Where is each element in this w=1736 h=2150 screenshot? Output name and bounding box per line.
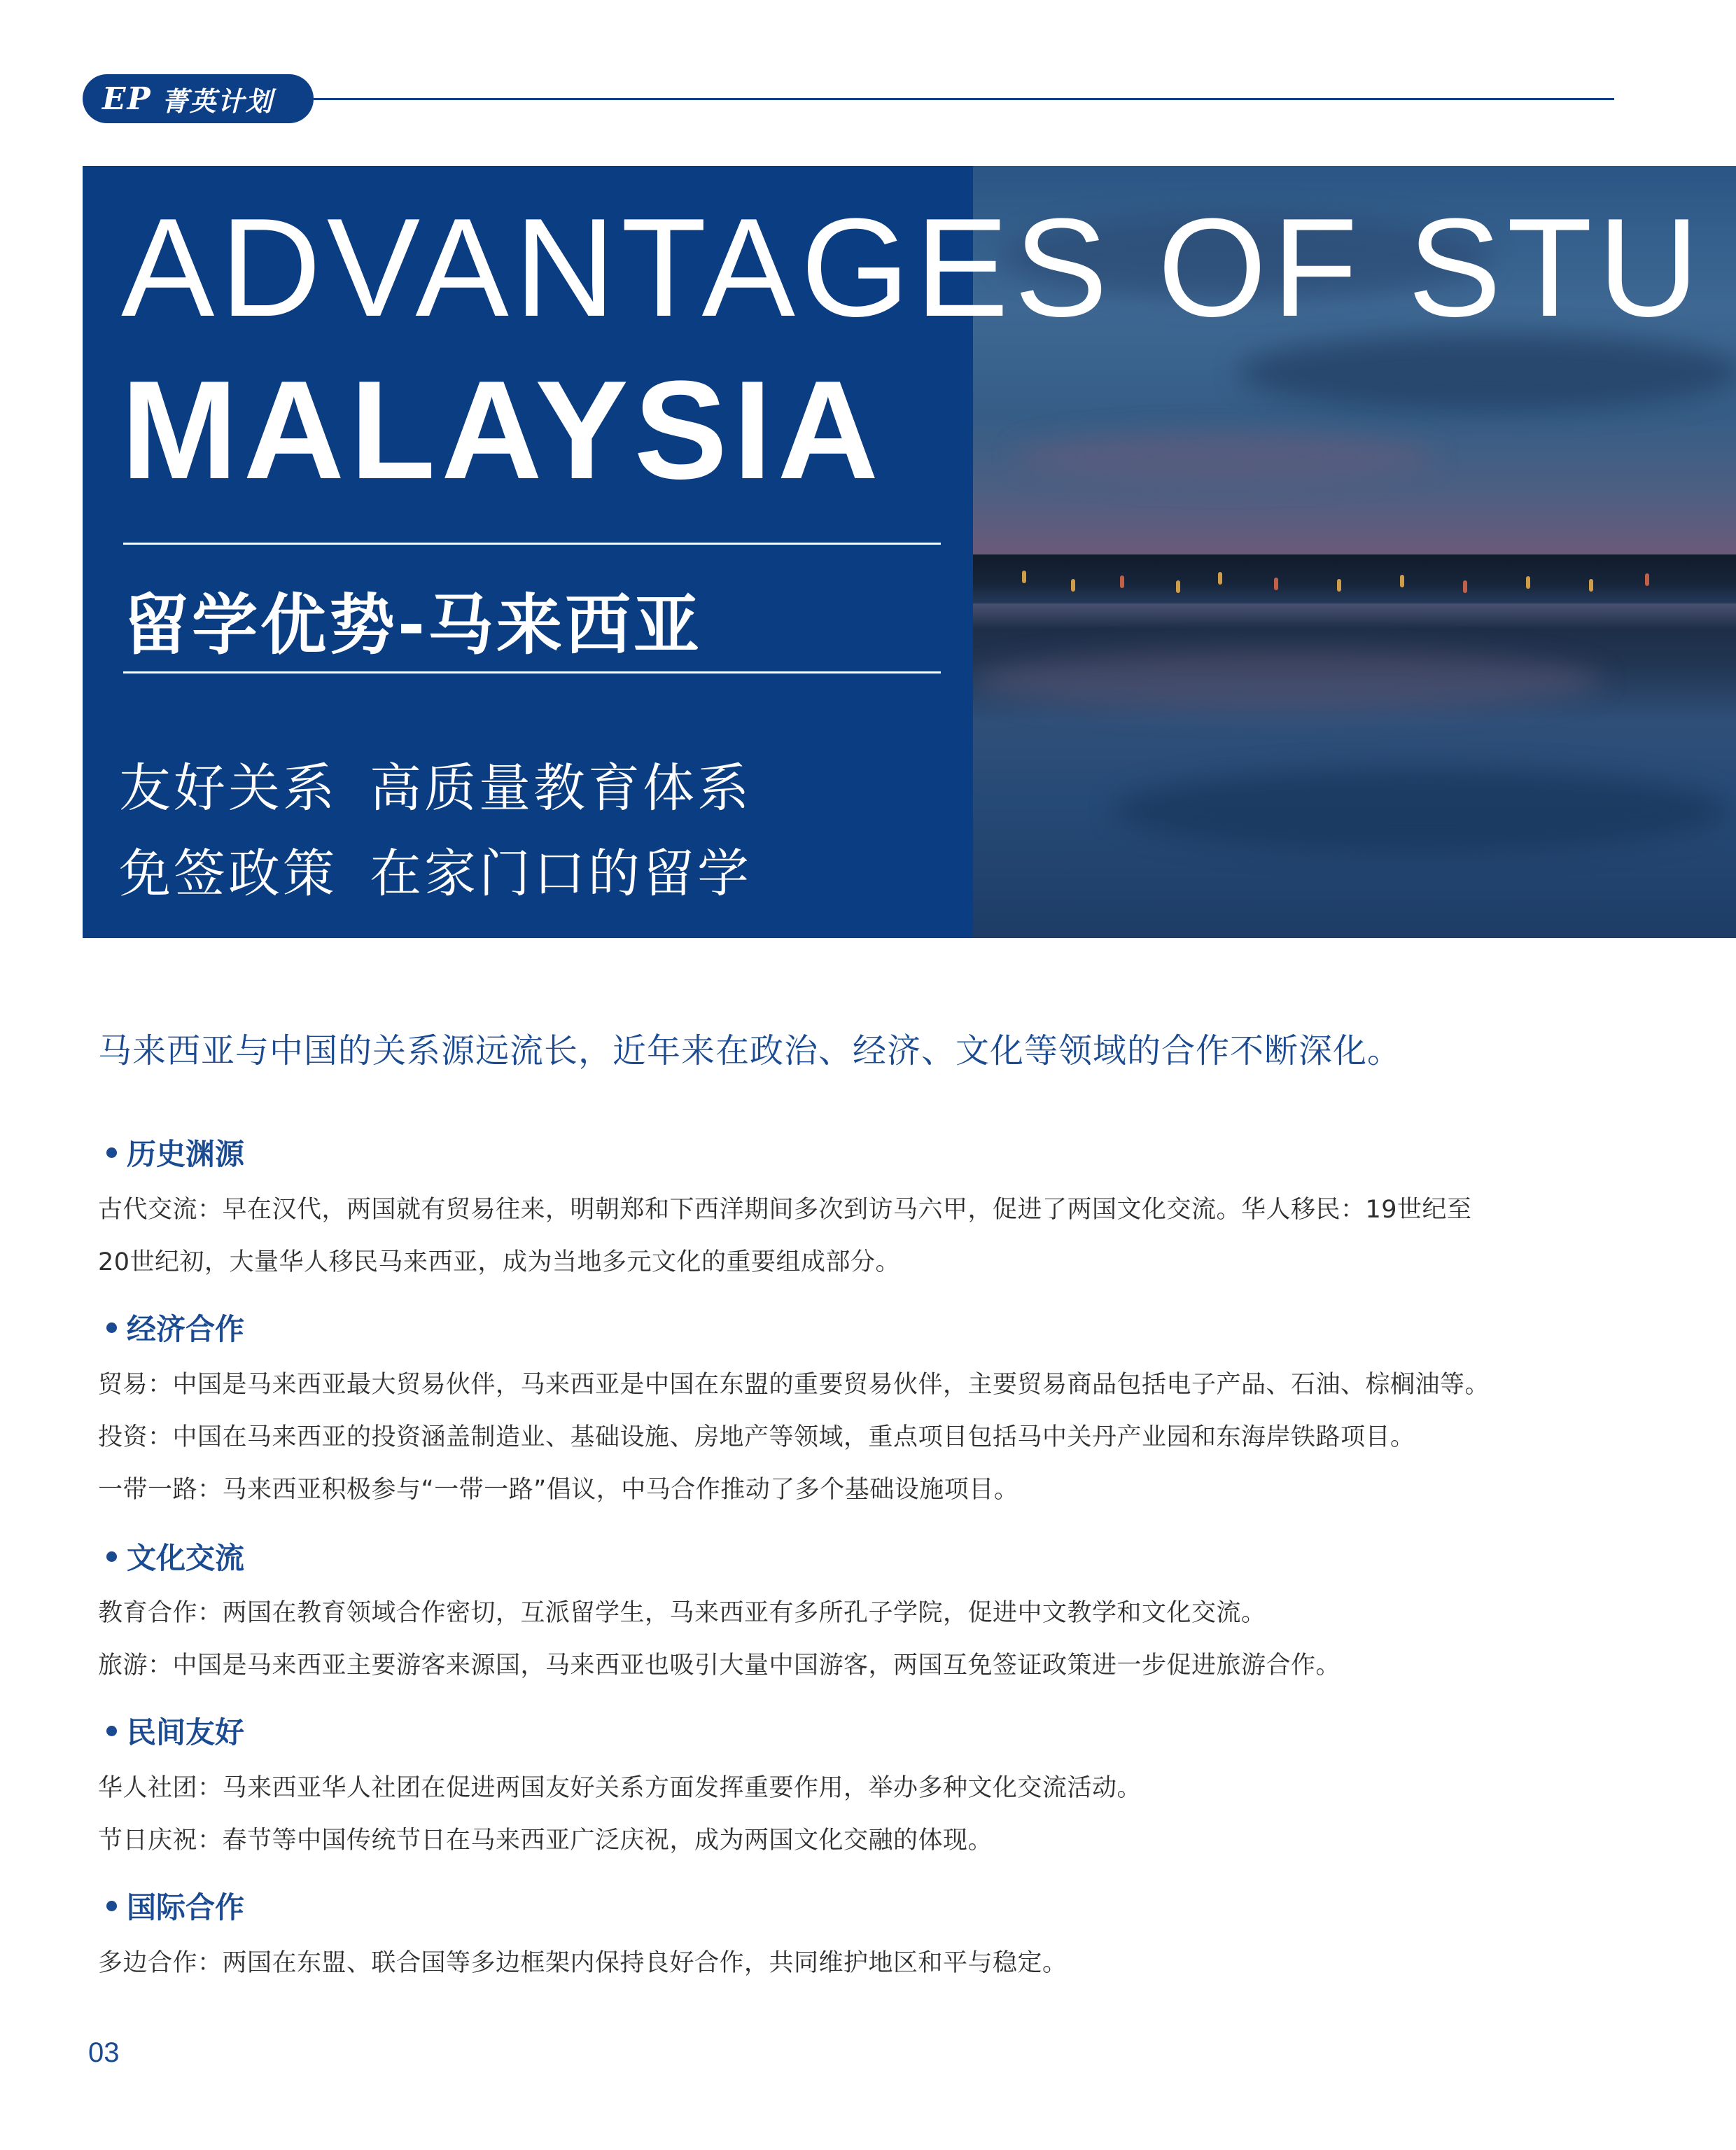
section-paragraph: 贸易：中国是马来西亚最大贸易伙伴，马来西亚是中国在东盟的重要贸易伙伴，主要贸易商品包括电子产品、石油、棕榈油等。 [98, 1371, 1490, 1399]
hero-title-line1: ADVANTAGES OF STU [121, 190, 1705, 346]
section-heading [106, 1535, 244, 1577]
section-paragraph: 教育合作：两国在教育领域合作密切，互派留学生，马来西亚有多所孔子学院，促进中文教学和文化交流。 [98, 1599, 1266, 1627]
section-heading [106, 1710, 244, 1752]
logo-text: 菁英计划 [161, 85, 274, 117]
bullet-icon [106, 1551, 117, 1562]
page-number: 03 [88, 2037, 120, 2068]
section-paragraph: 旅游：中国是马来西亚主要游客来源国，马来西亚也吸引大量中国游客，两国互免签证政策进一步促进旅游合作。 [98, 1652, 1341, 1680]
hero-tag: 友好关系 [119, 758, 337, 818]
hero-banner [83, 166, 1736, 938]
hero-tag: 免签政策 [119, 844, 337, 904]
section-title: 经济合作 [127, 1312, 245, 1346]
ep-logo-badge [83, 74, 314, 123]
hero-subtitle: 留学优势-马来西亚 [123, 587, 703, 664]
section-paragraph: 节日庆祝：春节等中国传统节日在马来西亚广泛庆祝，成为两国文化交融的体现。 [98, 1827, 993, 1855]
section-title: 国际合作 [127, 1890, 245, 1925]
bullet-icon [106, 1147, 117, 1158]
hero-tag: 高质量教育体系 [370, 758, 752, 818]
section-paragraph: 投资：中国在马来西亚的投资涵盖制造业、基础设施、房地产等领域，重点项目包括马中关丹产业园和东海岸铁路项目。 [98, 1423, 1415, 1451]
section-paragraph: 古代交流：早在汉代，两国就有贸易往来，明朝郑和下西洋期间多次到访马六甲，促进了两国文化交流。华人移民：19世纪至 [98, 1196, 1472, 1224]
intro-text: 马来西亚与中国的关系源远流长，近年来在政治、经济、文化等领域的合作不断深化。 [98, 1031, 1402, 1070]
bullet-icon [106, 1901, 117, 1911]
section-paragraph: 华人社团：马来西亚华人社团在促进两国友好关系方面发挥重要作用，举办多种文化交流活动。 [98, 1774, 1142, 1802]
section-paragraph: 一带一路：马来西亚积极参与“一带一路”倡议，中马合作推动了多个基础设施项目。 [98, 1476, 1019, 1504]
section-title: 文化交流 [127, 1541, 245, 1575]
section-paragraph: 20世纪初，大量华人移民马来西亚，成为当地多元文化的重要组成部分。 [98, 1248, 901, 1276]
hero-rule-top [123, 543, 941, 545]
hero-title-line2: MALAYSIA [121, 352, 885, 508]
hero-tags-row2 [119, 832, 784, 907]
shoreline [973, 554, 1736, 603]
section-title: 历史渊源 [127, 1137, 245, 1171]
hero-title [121, 187, 1704, 512]
header-divider [314, 98, 1614, 100]
hero-rule-bottom [123, 671, 941, 673]
section-heading [106, 1885, 244, 1927]
section-paragraph: 多边合作：两国在东盟、联合国等多边框架内保持良好合作，共同维护地区和平与稳定。 [98, 1949, 1068, 1977]
section-heading [106, 1131, 244, 1173]
logo-prefix: EP [102, 81, 152, 117]
section-heading [106, 1306, 244, 1348]
hero-tag: 在家门口的留学 [370, 844, 752, 904]
bullet-icon [106, 1322, 117, 1333]
section-title: 民间友好 [127, 1715, 245, 1750]
hero-tags-row1 [119, 747, 784, 821]
bullet-icon [106, 1726, 117, 1736]
